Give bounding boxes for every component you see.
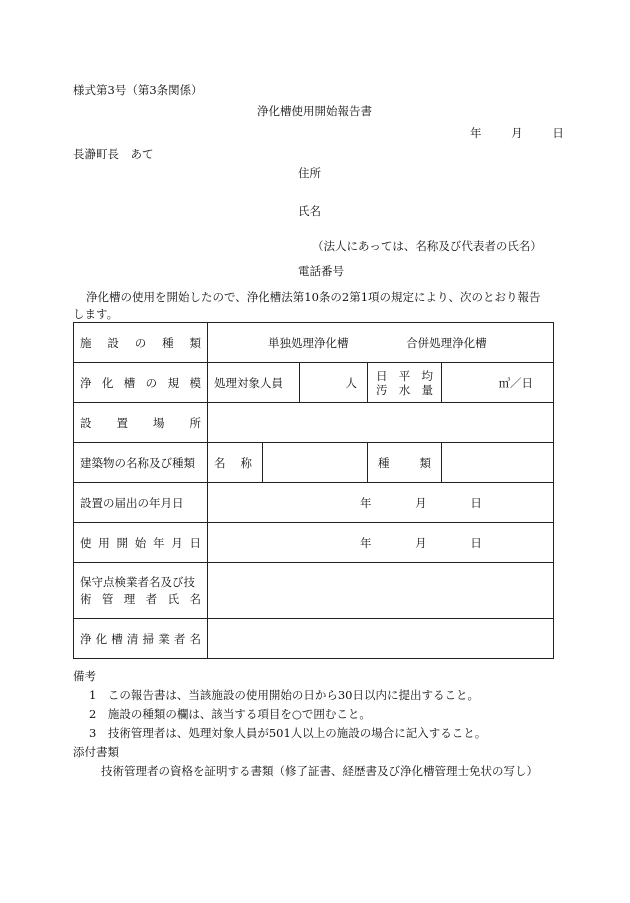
- daily-sewage-input[interactable]: [442, 363, 554, 403]
- row-start-date: [74, 523, 554, 563]
- date-day: 日: [552, 126, 564, 140]
- start-date-label: 使 用 開 始 年 月 日: [74, 523, 208, 563]
- facility-type-label: 施 設 の 種 類: [74, 323, 208, 363]
- name-label: 氏名: [298, 204, 321, 218]
- option-single-tank[interactable]: 単独処理浄化槽: [268, 335, 349, 350]
- building-name-input[interactable]: [263, 443, 368, 483]
- note-item: 1 この報告書は、当該施設の使用開始の日から30日以内に提出すること。: [89, 688, 479, 702]
- attachment-item: 技術管理者の資格を証明する書類（修了証書、経歴書及び浄化槽管理士免状の写し）: [101, 764, 538, 778]
- building-name-label: 名 称: [208, 443, 263, 483]
- notice-date-label: 設置の届出の年月日: [74, 483, 208, 523]
- address-label: 住所: [298, 166, 321, 180]
- phone-label: 電話番号: [298, 264, 344, 278]
- notes-title: 備考: [73, 669, 96, 683]
- daily-sewage-unit: ㎥／日: [498, 375, 534, 390]
- start-date-input[interactable]: 年 月 日: [208, 523, 554, 563]
- intro-line-1: 浄化槽の使用を開始したので、浄化槽法第10条の2第1項の規定により、次のとおり報告: [86, 290, 541, 304]
- option-combined-tank[interactable]: 合併処理浄化槽: [406, 335, 487, 350]
- notice-date-input[interactable]: 年 月 日: [208, 483, 554, 523]
- building-label: 建築物の名称及び種類: [74, 443, 208, 483]
- document-title: 浄化槽使用開始報告書: [257, 104, 372, 118]
- row-tank-scale: [74, 363, 554, 403]
- maintenance-label: 保守点検業者名及び技 術 管 理 者 氏 名: [74, 563, 208, 619]
- report-date: [470, 125, 564, 141]
- row-cleaner: [74, 619, 554, 659]
- persons-unit: 人: [345, 375, 357, 390]
- intro-line-2: します。: [73, 307, 119, 321]
- row-building: [74, 443, 554, 483]
- note-item: 3 技術管理者は、処理対象人員が501人以上の施設の場合に記入すること。: [89, 726, 487, 740]
- date-month: 月: [511, 126, 523, 140]
- building-kind-input[interactable]: [442, 443, 554, 483]
- addressee: 長瀞町長 あて: [73, 147, 154, 161]
- facility-type-value[interactable]: [208, 323, 554, 363]
- note-item: 2 施設の種類の欄は、該当する項目を○で囲むこと。: [89, 707, 371, 721]
- report-table: [73, 322, 554, 659]
- date-year: 年: [470, 126, 482, 140]
- row-facility-type: [74, 323, 554, 363]
- row-maintenance: [74, 563, 554, 619]
- form-number: 様式第3号（第3条関係）: [73, 83, 203, 97]
- persons-label: 処理対象人員: [208, 363, 300, 403]
- corporation-note: （法人にあっては、名称及び代表者の氏名）: [312, 239, 542, 253]
- location-label: 設 置 場 所: [74, 403, 208, 443]
- maintenance-input[interactable]: [208, 563, 554, 619]
- tank-scale-label: 浄 化 槽 の 規 模: [74, 363, 208, 403]
- cleaner-label: 浄 化 槽 清 掃 業 者 名: [74, 619, 208, 659]
- attachments-title: 添付書類: [73, 745, 119, 759]
- notes-section: [73, 667, 538, 781]
- row-notice-date: [74, 483, 554, 523]
- location-input[interactable]: [208, 403, 554, 443]
- cleaner-input[interactable]: [208, 619, 554, 659]
- persons-input[interactable]: [300, 363, 368, 403]
- daily-sewage-label: 日 平 均 汚 水 量: [368, 363, 442, 403]
- row-location: [74, 403, 554, 443]
- building-kind-label: 種 類: [368, 443, 442, 483]
